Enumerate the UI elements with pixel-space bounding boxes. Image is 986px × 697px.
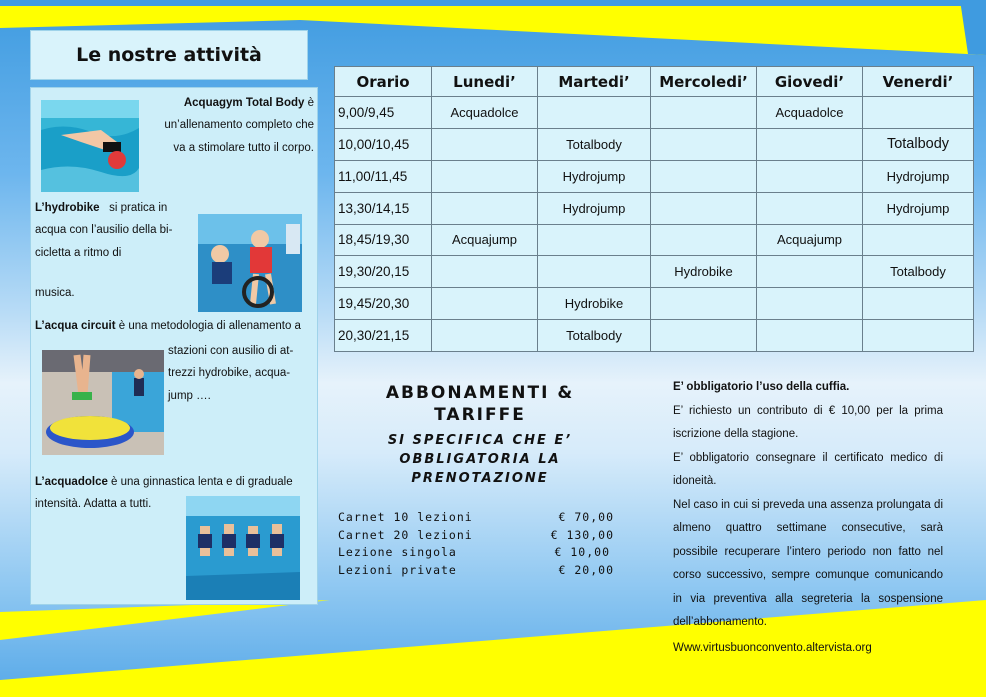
price-row (338, 545, 614, 563)
price-value: € 70,00 (558, 510, 614, 524)
price-row (338, 510, 614, 528)
table-cell: Hydrobike (538, 288, 651, 320)
table-cell (432, 288, 538, 320)
header-lunedi: Lunedi’ (432, 67, 538, 97)
table-cell (432, 320, 538, 352)
acquagym-photo (41, 100, 139, 192)
table-cell (757, 192, 863, 224)
table-cell (432, 160, 538, 192)
time-cell: 13,30/14,15 (335, 192, 432, 224)
absence-rule: Nel caso in cui si preveda una assenza prolungata di almeno quattro settimane consecutive, sarà possibile recuperare l’intero periodo non fatto nel corso successivo, sempre comunque comunicando in via preventiva alla segreteria la sospensione dell’abbonamento. (673, 498, 943, 628)
price-value: € 20,00 (558, 562, 614, 577)
hydrobike-text-end: musica. (35, 287, 75, 299)
table-cell (538, 224, 651, 256)
table-row (335, 288, 974, 320)
header-venerdi: Venerdi’ (863, 67, 974, 97)
table-cell (757, 288, 863, 320)
table-cell (651, 192, 757, 224)
tariffs-title: ABBONAMENTI & TARIFFE (385, 383, 575, 426)
price-label: Carnet 20 lezioni (338, 527, 473, 542)
table-cell: Hydrojump (538, 192, 651, 224)
fee-rule: E’ richiesto un contributo di € 10,00 per la prima iscrizione della stagione. (673, 404, 943, 440)
schedule-table (334, 66, 974, 352)
cap-rule: E’ obbligatorio l’uso della cuffia. (673, 381, 850, 393)
price-label: Carnet 10 lezioni (338, 510, 473, 524)
certificate-rule: E’ obbligatorio consegnare il certificato medico di idoneità. (673, 451, 943, 487)
table-row (335, 160, 974, 192)
acquagym-text: Acquagym Total Body è un’allenamento completo che va a stimolare tutto il corpo. (164, 97, 314, 154)
booking-required-note: SI SPECIFICA CHE E’ OBBLIGATORIA LA PRENOTAZIONE (387, 433, 573, 486)
table-cell (651, 160, 757, 192)
table-cell: Totalbody (863, 256, 974, 288)
table-cell (757, 256, 863, 288)
table-cell (651, 224, 757, 256)
table-cell (432, 192, 538, 224)
table-cell: Hydrojump (538, 160, 651, 192)
header-orario: Orario (335, 67, 432, 97)
schedule-header-row (335, 67, 974, 97)
acquadolce-text: L’acquadolce è una ginnastica lenta e di graduale intensità. Adatta a tutti. (35, 476, 293, 511)
table-row (335, 320, 974, 352)
table-cell (863, 224, 974, 256)
acqua-circuit-photo (42, 350, 164, 455)
time-cell: 9,00/9,45 (335, 97, 432, 129)
price-row (338, 563, 614, 581)
table-cell (538, 97, 651, 129)
table-cell (757, 160, 863, 192)
header-giovedi: Giovedi’ (757, 67, 863, 97)
table-cell (432, 128, 538, 160)
time-cell: 19,45/20,30 (335, 288, 432, 320)
table-row (335, 97, 974, 129)
rules-notes (673, 376, 943, 660)
time-cell: 11,00/11,45 (335, 160, 432, 192)
table-cell (863, 320, 974, 352)
table-cell (863, 97, 974, 129)
price-value: € 130,00 (550, 527, 614, 542)
price-list (338, 510, 614, 580)
table-cell: Totalbody (863, 128, 974, 160)
table-cell: Hydrobike (651, 256, 757, 288)
activities-panel (30, 87, 318, 605)
hydrobike-name: L’hydrobike (35, 202, 100, 214)
table-cell (757, 128, 863, 160)
activities-title: Le nostre attività (76, 44, 262, 66)
time-cell: 10,00/10,45 (335, 128, 432, 160)
table-cell (651, 97, 757, 129)
table-row (335, 256, 974, 288)
table-cell: Totalbody (538, 128, 651, 160)
table-cell: Acquajump (757, 224, 863, 256)
header-mercoledi: Mercoledi’ (651, 67, 757, 97)
time-cell: 20,30/21,15 (335, 320, 432, 352)
circuit-text: L’acqua circuit è una metodologia di allenamento a (35, 320, 301, 332)
header-martedi: Martedi’ (538, 67, 651, 97)
acquagym-name: Acquagym Total Body (183, 97, 305, 109)
acquadolce-name: L’acquadolce (35, 476, 108, 488)
time-cell: 19,30/20,15 (335, 256, 432, 288)
table-cell: Acquadolce (757, 97, 863, 129)
hydrobike-text: L’hydrobike si pratica in acqua con l’ausilio della bi- cicletta a ritmo di (35, 202, 173, 259)
circuit-text-cont: stazioni con ausilio di at- trezzi hydrobike, acqua- jump …. (168, 345, 294, 402)
price-value: € 10,00 (554, 545, 610, 559)
website-link[interactable]: Www.virtusbuonconvento.altervista.org (673, 641, 872, 654)
table-cell (538, 256, 651, 288)
table-cell (651, 320, 757, 352)
price-row (338, 528, 614, 546)
table-cell: Acquadolce (432, 97, 538, 129)
acquadolce-photo (186, 496, 300, 600)
table-cell (651, 288, 757, 320)
time-cell: 18,45/19,30 (335, 224, 432, 256)
hydrobike-photo (198, 214, 302, 312)
table-cell (651, 128, 757, 160)
price-label: Lezione singola (338, 545, 457, 559)
table-cell (432, 256, 538, 288)
circuit-name: L’acqua circuit (35, 320, 116, 332)
table-cell: Hydrojump (863, 192, 974, 224)
activities-title-box (30, 30, 308, 80)
table-row (335, 192, 974, 224)
table-cell: Acquajump (432, 224, 538, 256)
table-cell: Totalbody (538, 320, 651, 352)
table-cell (863, 288, 974, 320)
table-row (335, 128, 974, 160)
price-label: Lezioni private (338, 562, 457, 577)
table-cell: Hydrojump (863, 160, 974, 192)
table-row (335, 224, 974, 256)
table-cell (757, 320, 863, 352)
